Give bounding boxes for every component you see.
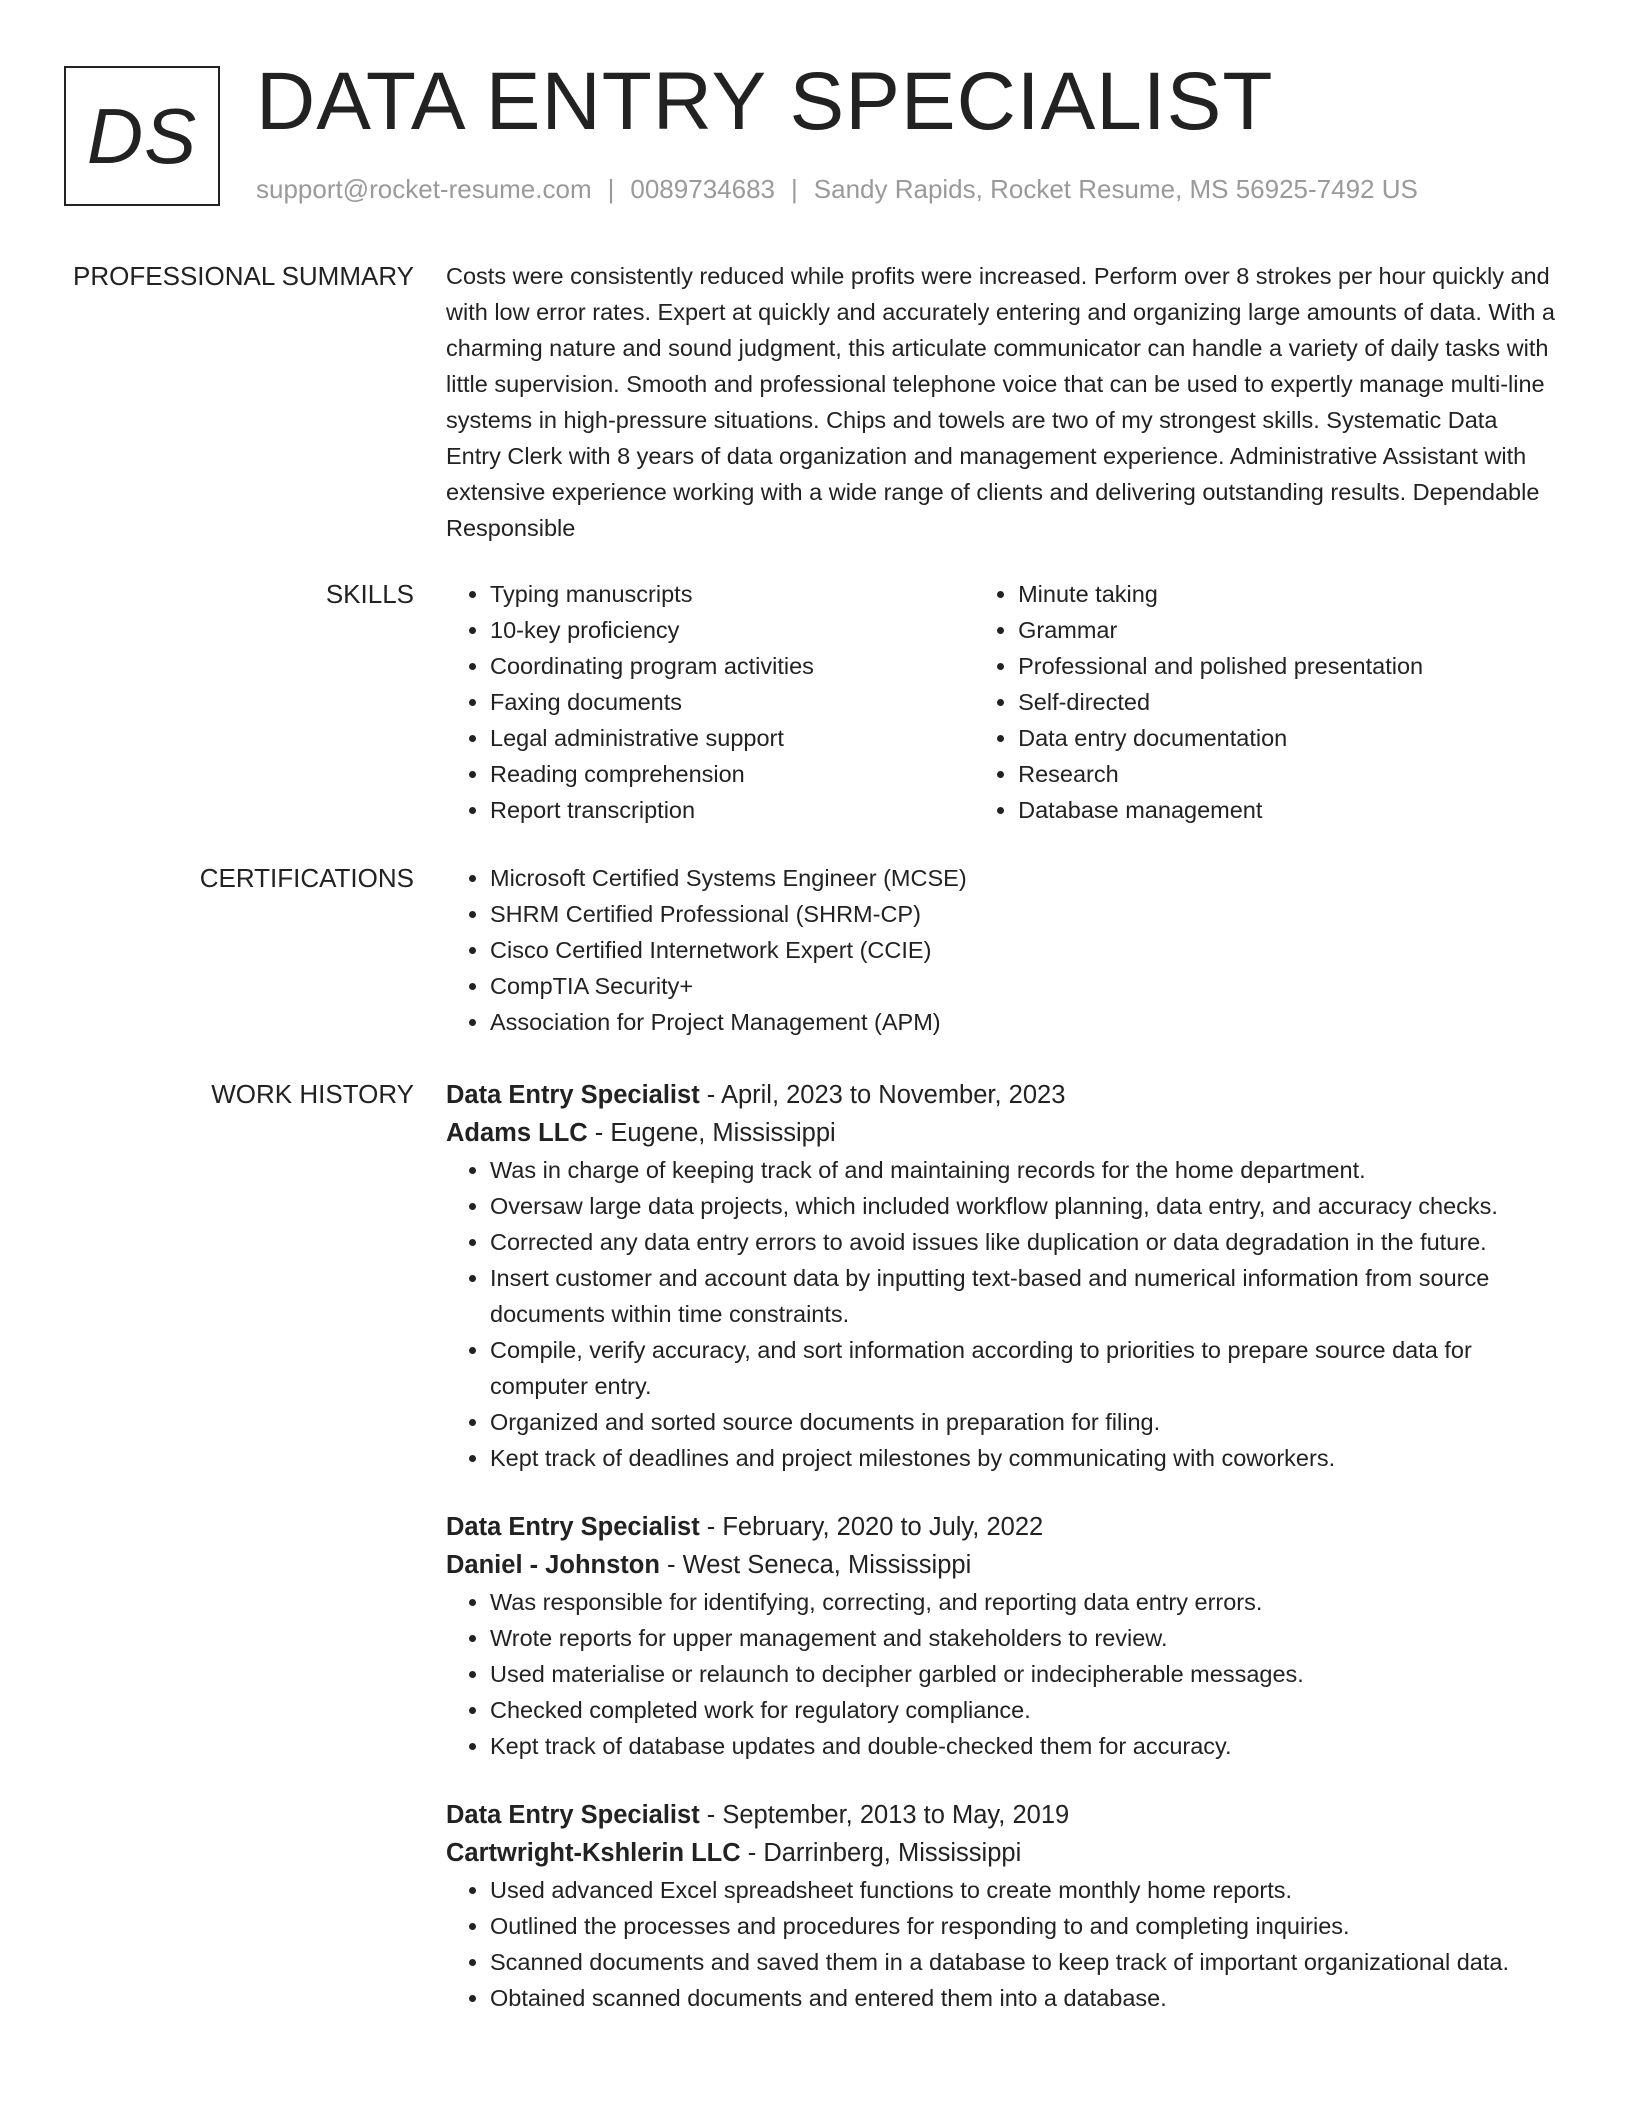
list-item: • Kept track of deadlines and project milestones by communicating with coworkers. bbox=[490, 1440, 1556, 1476]
job-title: Data Entry Specialist bbox=[446, 1801, 700, 1829]
list-item: • Compile, verify accuracy, and sort information according to priorities to prepare source data for computer entry. bbox=[490, 1332, 1556, 1404]
list-item: • Used advanced Excel spreadsheet functions to create monthly home reports. bbox=[490, 1872, 1556, 1908]
job-title-line bbox=[446, 1508, 1556, 1546]
job-company: Daniel - Johnston bbox=[446, 1551, 660, 1579]
list-item: • Reading comprehension bbox=[490, 756, 974, 792]
list-item: • SHRM Certified Professional (SHRM-CP) bbox=[490, 896, 1556, 932]
job-bullets bbox=[446, 1152, 1556, 1476]
list-item: • Organized and sorted source documents in preparation for filing. bbox=[490, 1404, 1556, 1440]
job-dates: - September, 2013 to May, 2019 bbox=[699, 1801, 1070, 1829]
list-item: • Obtained scanned documents and entered them into a database. bbox=[490, 1980, 1556, 2016]
contact-separator: | bbox=[791, 174, 798, 204]
job-title-line bbox=[446, 1796, 1556, 1834]
job-company-line bbox=[446, 1114, 1556, 1152]
list-item: • Data entry documentation bbox=[1018, 720, 1556, 756]
skills-heading: SKILLS bbox=[325, 579, 414, 609]
contact-phone: 0089734683 bbox=[630, 174, 775, 204]
list-item: • Minute taking bbox=[1018, 576, 1556, 612]
list-item: • Research bbox=[1018, 756, 1556, 792]
list-item: • CompTIA Security+ bbox=[490, 968, 1556, 1004]
job-location: - West Seneca, Mississippi bbox=[659, 1551, 972, 1579]
job-dates: - February, 2020 to July, 2022 bbox=[699, 1513, 1044, 1541]
job-company-line bbox=[446, 1834, 1556, 1872]
list-item: • Association for Project Management (APM) bbox=[490, 1004, 1556, 1040]
skills-list-left bbox=[446, 576, 974, 828]
contact-separator: | bbox=[607, 174, 615, 204]
list-item: • Checked completed work for regulatory compliance. bbox=[490, 1692, 1556, 1728]
job-location: - Darrinberg, Mississippi bbox=[740, 1839, 1022, 1867]
contact-email: support@rocket-resume.com bbox=[256, 174, 592, 204]
list-item: • Legal administrative support bbox=[490, 720, 974, 756]
summary-heading: PROFESSIONAL SUMMARY bbox=[73, 261, 414, 291]
list-item: • Typing manuscripts bbox=[490, 576, 974, 612]
list-item: • Database management bbox=[1018, 792, 1556, 828]
list-item: • Report transcription bbox=[490, 792, 974, 828]
job-company: Cartwright-Kshlerin LLC bbox=[446, 1839, 741, 1867]
job-dates: - April, 2023 to November, 2023 bbox=[699, 1081, 1066, 1109]
work-history-heading: WORK HISTORY bbox=[211, 1079, 414, 1109]
certifications-heading: CERTIFICATIONS bbox=[199, 863, 414, 893]
certifications-body bbox=[446, 860, 1556, 1040]
list-item: • Coordinating program activities bbox=[490, 648, 974, 684]
list-item: • Scanned documents and saved them in a database to keep track of important organizational data. bbox=[490, 1944, 1556, 1980]
list-item: • 10-key proficiency bbox=[490, 612, 974, 648]
contact-line bbox=[256, 172, 1418, 206]
job-location: - Eugene, Mississippi bbox=[587, 1119, 836, 1147]
job-company: Adams LLC bbox=[446, 1119, 588, 1147]
work-history-body bbox=[446, 1076, 1556, 2016]
job-entry bbox=[446, 1796, 1556, 2016]
job-entry bbox=[446, 1508, 1556, 1764]
job-title: Data Entry Specialist bbox=[446, 1081, 700, 1109]
list-item: • Faxing documents bbox=[490, 684, 974, 720]
list-item: • Was in charge of keeping track of and maintaining records for the home department. bbox=[490, 1152, 1556, 1188]
list-item: • Outlined the processes and procedures for responding to and completing inquiries. bbox=[490, 1908, 1556, 1944]
monogram-logo: DS bbox=[64, 66, 220, 206]
list-item: • Oversaw large data projects, which included workflow planning, data entry, and accuracy checks. bbox=[490, 1188, 1556, 1224]
list-item: • Self-directed bbox=[1018, 684, 1556, 720]
certifications-list bbox=[446, 860, 1556, 1040]
skills-list-right bbox=[974, 576, 1556, 828]
list-item: • Grammar bbox=[1018, 612, 1556, 648]
summary-text: Costs were consistently reduced while profits were increased. Perform over 8 strokes per hour quickly and with low error rates. Expert at quickly and accurately entering and organizing large amounts of data. With a charming nature and sound judgment, this articulate communicator can handle a variety of daily tasks with little supervision. Smooth and professional telephone voice that can be used to expertly manage multi-line systems in high-pressure situations. Chips and towels are two of my strongest skills. Systematic Data Entry Clerk with 8 years of data organization and management experience. Administrative Assistant with extensive experience working with a wide range of clients and delivering outstanding results. Dependable Responsible bbox=[446, 263, 1555, 541]
list-item: • Kept track of database updates and double-checked them for accuracy. bbox=[490, 1728, 1556, 1764]
list-item: • Professional and polished presentation bbox=[1018, 648, 1556, 684]
job-title: Data Entry Specialist bbox=[446, 1513, 700, 1541]
list-item: • Corrected any data entry errors to avoid issues like duplication or data degradation in the future. bbox=[490, 1224, 1556, 1260]
job-bullets bbox=[446, 1872, 1556, 2016]
job-bullets bbox=[446, 1584, 1556, 1764]
list-item: • Wrote reports for upper management and stakeholders to review. bbox=[490, 1620, 1556, 1656]
skills-body bbox=[446, 576, 1556, 828]
list-item: • Used materialise or relaunch to decipher garbled or indecipherable messages. bbox=[490, 1656, 1556, 1692]
list-item: • Microsoft Certified Systems Engineer (MCSE) bbox=[490, 860, 1556, 896]
list-item: • Was responsible for identifying, correcting, and reporting data entry errors. bbox=[490, 1584, 1556, 1620]
contact-address: Sandy Rapids, Rocket Resume, MS 56925-7492 US bbox=[813, 174, 1418, 204]
job-company-line bbox=[446, 1546, 1556, 1584]
list-item: • Insert customer and account data by inputting text-based and numerical information from source documents within time constraints. bbox=[490, 1260, 1556, 1332]
job-title-line bbox=[446, 1076, 1556, 1114]
job-entry bbox=[446, 1076, 1556, 1476]
list-item: • Cisco Certified Internetwork Expert (CCIE) bbox=[490, 932, 1556, 968]
page-title: DATA ENTRY SPECIALIST bbox=[256, 56, 1274, 147]
